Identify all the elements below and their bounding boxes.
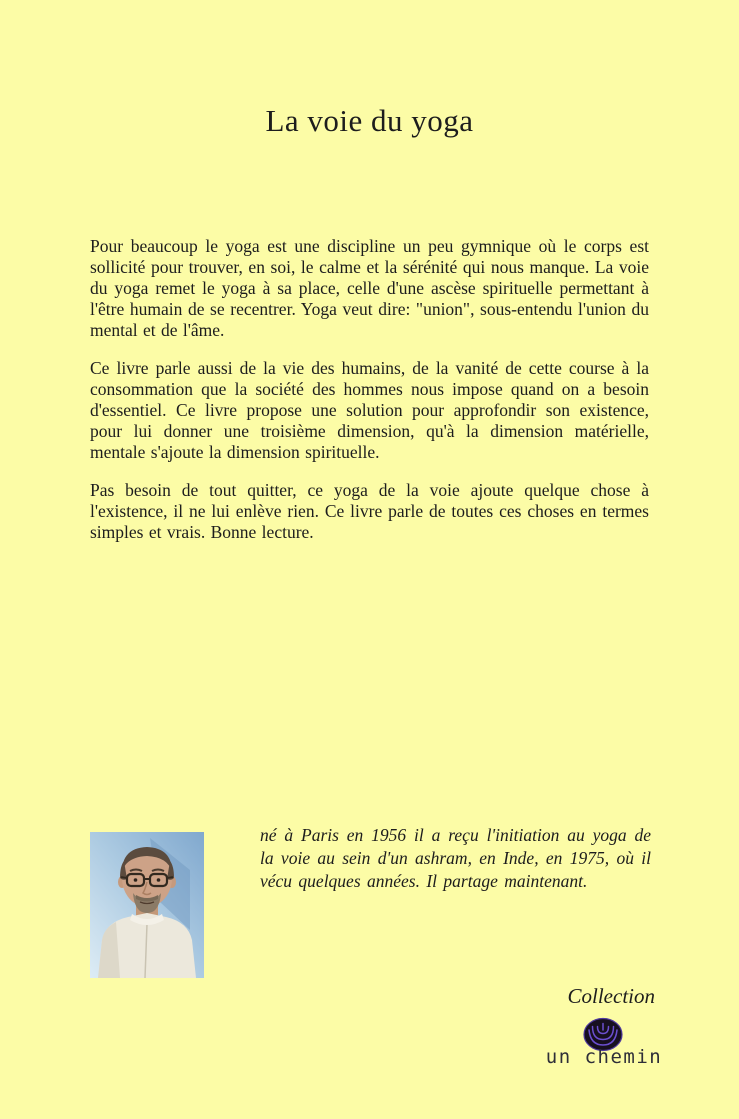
collection-label: Collection [567, 984, 655, 1008]
synopsis [90, 236, 649, 560]
synopsis-paragraph-1: Pour beaucoup le yoga est une discipline un peu gymnique où le corps est sollicité pour trouver, en soi, le calme et la sérénité qui nous manque. La voie du yoga remet le yoga à sa place, celle d'une ascèse spirituelle permettant à l'être humain de se recentrer. Yoga veut dire: "union", sous-entendu l'union du mental et de l'âme. [90, 236, 649, 340]
synopsis-paragraph-2: Ce livre parle aussi de la vie des humains, de la vanité de cette course à la consommation que la société des hommes nous impose quand on a besoin d'essentiel. Ce livre propose une solution pour approfondir son existence, pour lui donner une troisième dimension, qu'à la dimension matérielle, mentale s'ajoute la dimension spirituelle. [90, 358, 649, 462]
author-bio: né à Paris en 1956 il a reçu l'initiation au yoga de la voie au sein d'un ashram, en Inde, en 1975, où il vécu quelques années. Il partage maintenant. [260, 825, 651, 891]
book-title: La voie du yoga [265, 103, 474, 138]
collection-name: un chemin [545, 1046, 663, 1068]
synopsis-paragraph-3: Pas besoin de tout quitter, ce yoga de la voie ajoute quelque chose à l'existence, il ne lui enlève rien. Ce livre parle de toutes ces choses en termes simples et vrais. Bonne lecture. [90, 480, 649, 542]
author-photo [90, 832, 204, 978]
